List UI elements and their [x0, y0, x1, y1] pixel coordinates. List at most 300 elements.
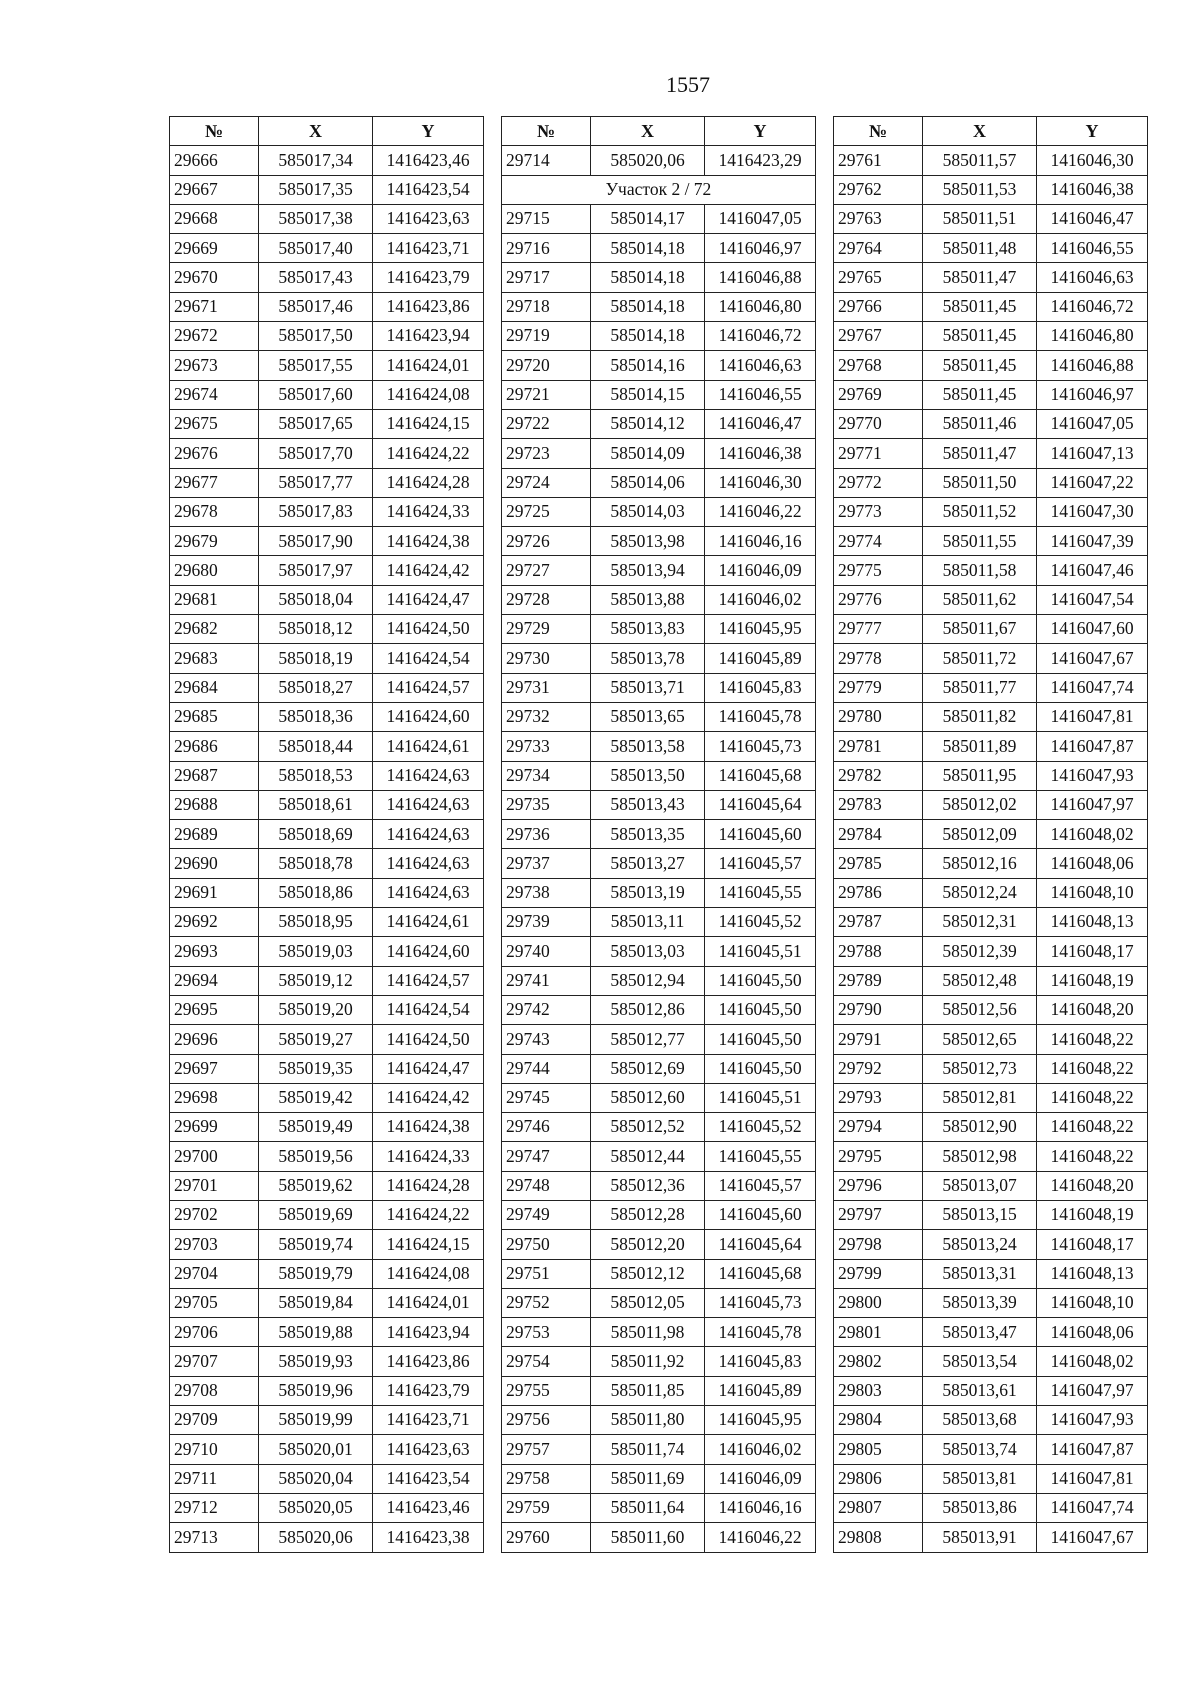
- coordinates-table: [501, 116, 816, 1553]
- point-number-cell: 29698: [170, 1083, 259, 1112]
- point-number-cell: 29672: [170, 322, 259, 351]
- point-number-cell: 29694: [170, 966, 259, 995]
- table-row: [502, 878, 816, 907]
- point-number-cell: 29676: [170, 439, 259, 468]
- point-number-cell: 29699: [170, 1113, 259, 1142]
- y-coordinate-cell: 1416424,61: [373, 908, 484, 937]
- x-coordinate-cell: 585011,85: [591, 1376, 705, 1405]
- y-coordinate-cell: 1416045,89: [705, 644, 816, 673]
- table-row: [502, 585, 816, 614]
- y-coordinate-cell: 1416047,67: [1037, 1523, 1148, 1552]
- point-number-cell: 29788: [834, 937, 923, 966]
- y-coordinate-cell: 1416047,74: [1037, 1493, 1148, 1522]
- point-number-cell: 29783: [834, 790, 923, 819]
- coordinates-table: [833, 116, 1148, 1553]
- x-coordinate-cell: 585011,45: [923, 351, 1037, 380]
- y-coordinate-cell: 1416423,38: [373, 1523, 484, 1552]
- x-coordinate-cell: 585011,74: [591, 1435, 705, 1464]
- table-row: [170, 234, 484, 263]
- table-row: [834, 1523, 1148, 1552]
- point-number-cell: 29763: [834, 204, 923, 233]
- x-coordinate-cell: 585013,61: [923, 1376, 1037, 1405]
- table-row: [834, 1347, 1148, 1376]
- point-number-cell: 29734: [502, 761, 591, 790]
- x-coordinate-cell: 585019,79: [259, 1259, 373, 1288]
- x-coordinate-cell: 585011,52: [923, 497, 1037, 526]
- point-number-cell: 29737: [502, 849, 591, 878]
- point-number-cell: 29807: [834, 1493, 923, 1522]
- x-coordinate-cell: 585020,06: [259, 1523, 373, 1552]
- point-number-cell: 29701: [170, 1171, 259, 1200]
- table-row: [502, 527, 816, 556]
- y-coordinate-cell: 1416423,46: [373, 1493, 484, 1522]
- point-number-cell: 29792: [834, 1054, 923, 1083]
- y-coordinate-cell: 1416424,61: [373, 732, 484, 761]
- point-number-cell: 29768: [834, 351, 923, 380]
- x-coordinate-cell: 585019,99: [259, 1406, 373, 1435]
- y-coordinate-cell: 1416046,55: [1037, 234, 1148, 263]
- table-row: [170, 497, 484, 526]
- x-coordinate-cell: 585018,69: [259, 820, 373, 849]
- table-row: [170, 1083, 484, 1112]
- y-coordinate-cell: 1416047,87: [1037, 1435, 1148, 1464]
- x-coordinate-cell: 585011,53: [923, 175, 1037, 204]
- y-coordinate-cell: 1416047,39: [1037, 527, 1148, 556]
- point-number-cell: 29673: [170, 351, 259, 380]
- point-number-cell: 29705: [170, 1288, 259, 1317]
- y-coordinate-cell: 1416048,20: [1037, 995, 1148, 1024]
- y-coordinate-cell: 1416423,63: [373, 1435, 484, 1464]
- y-coordinate-cell: 1416047,93: [1037, 1406, 1148, 1435]
- y-coordinate-cell: 1416046,16: [705, 527, 816, 556]
- y-coordinate-cell: 1416423,63: [373, 204, 484, 233]
- x-coordinate-cell: 585018,95: [259, 908, 373, 937]
- x-coordinate-cell: 585014,03: [591, 497, 705, 526]
- y-coordinate-cell: 1416424,63: [373, 761, 484, 790]
- point-number-cell: 29740: [502, 937, 591, 966]
- x-coordinate-cell: 585012,81: [923, 1083, 1037, 1112]
- table-row: [834, 204, 1148, 233]
- y-coordinate-cell: 1416045,52: [705, 908, 816, 937]
- x-coordinate-cell: 585013,35: [591, 820, 705, 849]
- y-coordinate-cell: 1416048,22: [1037, 1025, 1148, 1054]
- table-row: [834, 146, 1148, 175]
- point-number-cell: 29692: [170, 908, 259, 937]
- point-number-cell: 29710: [170, 1435, 259, 1464]
- y-coordinate-cell: 1416047,81: [1037, 1464, 1148, 1493]
- column-header-x: X: [923, 117, 1037, 146]
- x-coordinate-cell: 585013,71: [591, 673, 705, 702]
- y-coordinate-cell: 1416046,22: [705, 1523, 816, 1552]
- table-row: [502, 1113, 816, 1142]
- point-number-cell: 29730: [502, 644, 591, 673]
- table-body: [834, 146, 1148, 1552]
- point-number-cell: 29808: [834, 1523, 923, 1552]
- y-coordinate-cell: 1416046,63: [1037, 263, 1148, 292]
- x-coordinate-cell: 585013,98: [591, 527, 705, 556]
- point-number-cell: 29776: [834, 585, 923, 614]
- point-number-cell: 29715: [502, 204, 591, 233]
- x-coordinate-cell: 585014,06: [591, 468, 705, 497]
- point-number-cell: 29678: [170, 497, 259, 526]
- column-header-y: Y: [705, 117, 816, 146]
- x-coordinate-cell: 585013,81: [923, 1464, 1037, 1493]
- x-coordinate-cell: 585017,40: [259, 234, 373, 263]
- x-coordinate-cell: 585020,04: [259, 1464, 373, 1493]
- y-coordinate-cell: 1416046,72: [705, 322, 816, 351]
- y-coordinate-cell: 1416045,51: [705, 1083, 816, 1112]
- y-coordinate-cell: 1416045,78: [705, 702, 816, 731]
- table-row: [170, 1347, 484, 1376]
- y-coordinate-cell: 1416424,38: [373, 1113, 484, 1142]
- point-number-cell: 29790: [834, 995, 923, 1024]
- y-coordinate-cell: 1416045,50: [705, 1025, 816, 1054]
- table-row: [170, 351, 484, 380]
- point-number-cell: 29762: [834, 175, 923, 204]
- y-coordinate-cell: 1416046,09: [705, 1464, 816, 1493]
- table-row: [170, 937, 484, 966]
- point-number-cell: 29732: [502, 702, 591, 731]
- x-coordinate-cell: 585012,94: [591, 966, 705, 995]
- table-row: [834, 1406, 1148, 1435]
- x-coordinate-cell: 585011,77: [923, 673, 1037, 702]
- y-coordinate-cell: 1416045,73: [705, 1288, 816, 1317]
- x-coordinate-cell: 585012,02: [923, 790, 1037, 819]
- point-number-cell: 29669: [170, 234, 259, 263]
- table-row: [170, 1493, 484, 1522]
- x-coordinate-cell: 585013,68: [923, 1406, 1037, 1435]
- y-coordinate-cell: 1416047,13: [1037, 439, 1148, 468]
- x-coordinate-cell: 585018,44: [259, 732, 373, 761]
- point-number-cell: 29759: [502, 1493, 591, 1522]
- point-number-cell: 29685: [170, 702, 259, 731]
- x-coordinate-cell: 585013,54: [923, 1347, 1037, 1376]
- x-coordinate-cell: 585018,36: [259, 702, 373, 731]
- point-number-cell: 29741: [502, 966, 591, 995]
- point-number-cell: 29731: [502, 673, 591, 702]
- x-coordinate-cell: 585017,60: [259, 380, 373, 409]
- point-number-cell: 29727: [502, 556, 591, 585]
- y-coordinate-cell: 1416424,63: [373, 820, 484, 849]
- table-row: [502, 1200, 816, 1229]
- x-coordinate-cell: 585019,62: [259, 1171, 373, 1200]
- x-coordinate-cell: 585017,70: [259, 439, 373, 468]
- x-coordinate-cell: 585011,50: [923, 468, 1037, 497]
- x-coordinate-cell: 585019,96: [259, 1376, 373, 1405]
- point-number-cell: 29681: [170, 585, 259, 614]
- y-coordinate-cell: 1416046,38: [1037, 175, 1148, 204]
- y-coordinate-cell: 1416045,55: [705, 1142, 816, 1171]
- table-row: [502, 1259, 816, 1288]
- y-coordinate-cell: 1416048,06: [1037, 1318, 1148, 1347]
- x-coordinate-cell: 585012,16: [923, 849, 1037, 878]
- table-row: [502, 908, 816, 937]
- table-row: [834, 322, 1148, 351]
- y-coordinate-cell: 1416424,15: [373, 1230, 484, 1259]
- x-coordinate-cell: 585017,97: [259, 556, 373, 585]
- table-row: [834, 409, 1148, 438]
- point-number-cell: 29667: [170, 175, 259, 204]
- x-coordinate-cell: 585019,88: [259, 1318, 373, 1347]
- y-coordinate-cell: 1416045,51: [705, 937, 816, 966]
- x-coordinate-cell: 585017,90: [259, 527, 373, 556]
- y-coordinate-cell: 1416045,50: [705, 966, 816, 995]
- table-row: [170, 966, 484, 995]
- table-row: [834, 761, 1148, 790]
- table-row: [502, 1142, 816, 1171]
- y-coordinate-cell: 1416048,02: [1037, 820, 1148, 849]
- point-number-cell: 29742: [502, 995, 591, 1024]
- y-coordinate-cell: 1416423,94: [373, 1318, 484, 1347]
- point-number-cell: 29706: [170, 1318, 259, 1347]
- point-number-cell: 29795: [834, 1142, 923, 1171]
- x-coordinate-cell: 585020,05: [259, 1493, 373, 1522]
- table-row: [170, 1113, 484, 1142]
- x-coordinate-cell: 585018,27: [259, 673, 373, 702]
- x-coordinate-cell: 585012,73: [923, 1054, 1037, 1083]
- y-coordinate-cell: 1416423,94: [373, 322, 484, 351]
- y-coordinate-cell: 1416424,60: [373, 702, 484, 731]
- table-row: [834, 585, 1148, 614]
- y-coordinate-cell: 1416047,67: [1037, 644, 1148, 673]
- x-coordinate-cell: 585013,86: [923, 1493, 1037, 1522]
- point-number-cell: 29766: [834, 292, 923, 321]
- table-row: [170, 732, 484, 761]
- x-coordinate-cell: 585019,56: [259, 1142, 373, 1171]
- point-number-cell: 29733: [502, 732, 591, 761]
- table-row: [502, 351, 816, 380]
- table-row: [834, 615, 1148, 644]
- point-number-cell: 29738: [502, 878, 591, 907]
- x-coordinate-cell: 585012,31: [923, 908, 1037, 937]
- y-coordinate-cell: 1416424,63: [373, 849, 484, 878]
- y-coordinate-cell: 1416424,42: [373, 556, 484, 585]
- y-coordinate-cell: 1416048,02: [1037, 1347, 1148, 1376]
- point-number-cell: 29796: [834, 1171, 923, 1200]
- table-row: [502, 849, 816, 878]
- y-coordinate-cell: 1416048,06: [1037, 849, 1148, 878]
- y-coordinate-cell: 1416424,22: [373, 1200, 484, 1229]
- table-row: [170, 468, 484, 497]
- point-number-cell: 29785: [834, 849, 923, 878]
- column-header-x: X: [259, 117, 373, 146]
- point-number-cell: 29755: [502, 1376, 591, 1405]
- point-number-cell: 29718: [502, 292, 591, 321]
- table-row: [502, 234, 816, 263]
- table-row: [834, 849, 1148, 878]
- table-row: [502, 322, 816, 351]
- column-header-y: Y: [373, 117, 484, 146]
- x-coordinate-cell: 585017,83: [259, 497, 373, 526]
- table-row: [170, 1025, 484, 1054]
- point-number-cell: 29770: [834, 409, 923, 438]
- table-header-row: [502, 117, 816, 146]
- section-title: Участок 2 / 72: [502, 175, 816, 204]
- table-row: [170, 849, 484, 878]
- y-coordinate-cell: 1416046,47: [1037, 204, 1148, 233]
- y-coordinate-cell: 1416045,64: [705, 1230, 816, 1259]
- x-coordinate-cell: 585012,24: [923, 878, 1037, 907]
- x-coordinate-cell: 585019,93: [259, 1347, 373, 1376]
- y-coordinate-cell: 1416047,22: [1037, 468, 1148, 497]
- y-coordinate-cell: 1416046,02: [705, 585, 816, 614]
- x-coordinate-cell: 585017,50: [259, 322, 373, 351]
- point-number-cell: 29764: [834, 234, 923, 263]
- x-coordinate-cell: 585012,60: [591, 1083, 705, 1112]
- x-coordinate-cell: 585017,35: [259, 175, 373, 204]
- table-row: [502, 761, 816, 790]
- column-header-number: №: [834, 117, 923, 146]
- y-coordinate-cell: 1416047,05: [705, 204, 816, 233]
- y-coordinate-cell: 1416046,97: [705, 234, 816, 263]
- table-row: [502, 1171, 816, 1200]
- table-row: [502, 204, 816, 233]
- table-row: [170, 1259, 484, 1288]
- x-coordinate-cell: 585017,34: [259, 146, 373, 175]
- point-number-cell: 29774: [834, 527, 923, 556]
- y-coordinate-cell: 1416046,72: [1037, 292, 1148, 321]
- point-number-cell: 29668: [170, 204, 259, 233]
- table-row: [170, 790, 484, 819]
- point-number-cell: 29684: [170, 673, 259, 702]
- y-coordinate-cell: 1416424,57: [373, 673, 484, 702]
- x-coordinate-cell: 585011,46: [923, 409, 1037, 438]
- y-coordinate-cell: 1416045,73: [705, 732, 816, 761]
- x-coordinate-cell: 585017,43: [259, 263, 373, 292]
- y-coordinate-cell: 1416046,38: [705, 439, 816, 468]
- point-number-cell: 29726: [502, 527, 591, 556]
- point-number-cell: 29799: [834, 1259, 923, 1288]
- y-coordinate-cell: 1416424,33: [373, 1142, 484, 1171]
- y-coordinate-cell: 1416046,88: [705, 263, 816, 292]
- table-row: [502, 409, 816, 438]
- table-body: [170, 146, 484, 1552]
- point-number-cell: 29683: [170, 644, 259, 673]
- y-coordinate-cell: 1416424,33: [373, 497, 484, 526]
- table-row: [834, 1464, 1148, 1493]
- x-coordinate-cell: 585012,09: [923, 820, 1037, 849]
- table-row: [170, 292, 484, 321]
- table-row: [834, 1083, 1148, 1112]
- x-coordinate-cell: 585013,15: [923, 1200, 1037, 1229]
- point-number-cell: 29747: [502, 1142, 591, 1171]
- table-row: [834, 1113, 1148, 1142]
- x-coordinate-cell: 585011,62: [923, 585, 1037, 614]
- point-number-cell: 29801: [834, 1318, 923, 1347]
- table-row: [170, 761, 484, 790]
- table-row: [502, 644, 816, 673]
- point-number-cell: 29757: [502, 1435, 591, 1464]
- point-number-cell: 29802: [834, 1347, 923, 1376]
- y-coordinate-cell: 1416046,16: [705, 1493, 816, 1522]
- point-number-cell: 29697: [170, 1054, 259, 1083]
- point-number-cell: 29708: [170, 1376, 259, 1405]
- x-coordinate-cell: 585013,91: [923, 1523, 1037, 1552]
- table-row: [834, 790, 1148, 819]
- table-row: [834, 1493, 1148, 1522]
- table-row: [170, 702, 484, 731]
- table-row: [834, 1318, 1148, 1347]
- point-number-cell: 29674: [170, 380, 259, 409]
- y-coordinate-cell: 1416423,86: [373, 1347, 484, 1376]
- table-row: [170, 556, 484, 585]
- table-row: [502, 1288, 816, 1317]
- point-number-cell: 29702: [170, 1200, 259, 1229]
- x-coordinate-cell: 585017,55: [259, 351, 373, 380]
- point-number-cell: 29695: [170, 995, 259, 1024]
- y-coordinate-cell: 1416424,42: [373, 1083, 484, 1112]
- table-row: [834, 673, 1148, 702]
- x-coordinate-cell: 585013,24: [923, 1230, 1037, 1259]
- coordinates-table-1: [169, 116, 484, 1553]
- y-coordinate-cell: 1416048,22: [1037, 1142, 1148, 1171]
- table-row: [834, 1230, 1148, 1259]
- point-number-cell: 29805: [834, 1435, 923, 1464]
- x-coordinate-cell: 585014,18: [591, 234, 705, 263]
- x-coordinate-cell: 585018,86: [259, 878, 373, 907]
- x-coordinate-cell: 585017,46: [259, 292, 373, 321]
- point-number-cell: 29679: [170, 527, 259, 556]
- x-coordinate-cell: 585011,48: [923, 234, 1037, 263]
- table-row: [502, 1376, 816, 1405]
- point-number-cell: 29671: [170, 292, 259, 321]
- y-coordinate-cell: 1416424,63: [373, 790, 484, 819]
- y-coordinate-cell: 1416424,63: [373, 878, 484, 907]
- y-coordinate-cell: 1416045,50: [705, 1054, 816, 1083]
- y-coordinate-cell: 1416048,20: [1037, 1171, 1148, 1200]
- y-coordinate-cell: 1416045,83: [705, 673, 816, 702]
- x-coordinate-cell: 585011,45: [923, 380, 1037, 409]
- point-number-cell: 29746: [502, 1113, 591, 1142]
- x-coordinate-cell: 585012,39: [923, 937, 1037, 966]
- x-coordinate-cell: 585013,58: [591, 732, 705, 761]
- x-coordinate-cell: 585012,44: [591, 1142, 705, 1171]
- point-number-cell: 29769: [834, 380, 923, 409]
- table-row: [170, 644, 484, 673]
- table-row: [502, 146, 816, 175]
- y-coordinate-cell: 1416046,09: [705, 556, 816, 585]
- table-row: [170, 1200, 484, 1229]
- x-coordinate-cell: 585017,77: [259, 468, 373, 497]
- y-coordinate-cell: 1416045,52: [705, 1113, 816, 1142]
- table-row: [502, 732, 816, 761]
- x-coordinate-cell: 585011,69: [591, 1464, 705, 1493]
- x-coordinate-cell: 585019,69: [259, 1200, 373, 1229]
- y-coordinate-cell: 1416048,19: [1037, 966, 1148, 995]
- table-row: [834, 351, 1148, 380]
- x-coordinate-cell: 585013,50: [591, 761, 705, 790]
- table-header-row: [834, 117, 1148, 146]
- y-coordinate-cell: 1416045,95: [705, 1406, 816, 1435]
- y-coordinate-cell: 1416424,22: [373, 439, 484, 468]
- x-coordinate-cell: 585011,55: [923, 527, 1037, 556]
- table-row: [834, 908, 1148, 937]
- x-coordinate-cell: 585013,39: [923, 1288, 1037, 1317]
- table-row: [834, 1200, 1148, 1229]
- table-row: [834, 263, 1148, 292]
- column-header-y: Y: [1037, 117, 1148, 146]
- x-coordinate-cell: 585017,65: [259, 409, 373, 438]
- point-number-cell: 29791: [834, 1025, 923, 1054]
- x-coordinate-cell: 585011,95: [923, 761, 1037, 790]
- x-coordinate-cell: 585011,67: [923, 615, 1037, 644]
- x-coordinate-cell: 585013,31: [923, 1259, 1037, 1288]
- y-coordinate-cell: 1416048,10: [1037, 878, 1148, 907]
- point-number-cell: 29711: [170, 1464, 259, 1493]
- y-coordinate-cell: 1416423,29: [705, 146, 816, 175]
- table-row: [502, 1318, 816, 1347]
- column-header-number: №: [502, 117, 591, 146]
